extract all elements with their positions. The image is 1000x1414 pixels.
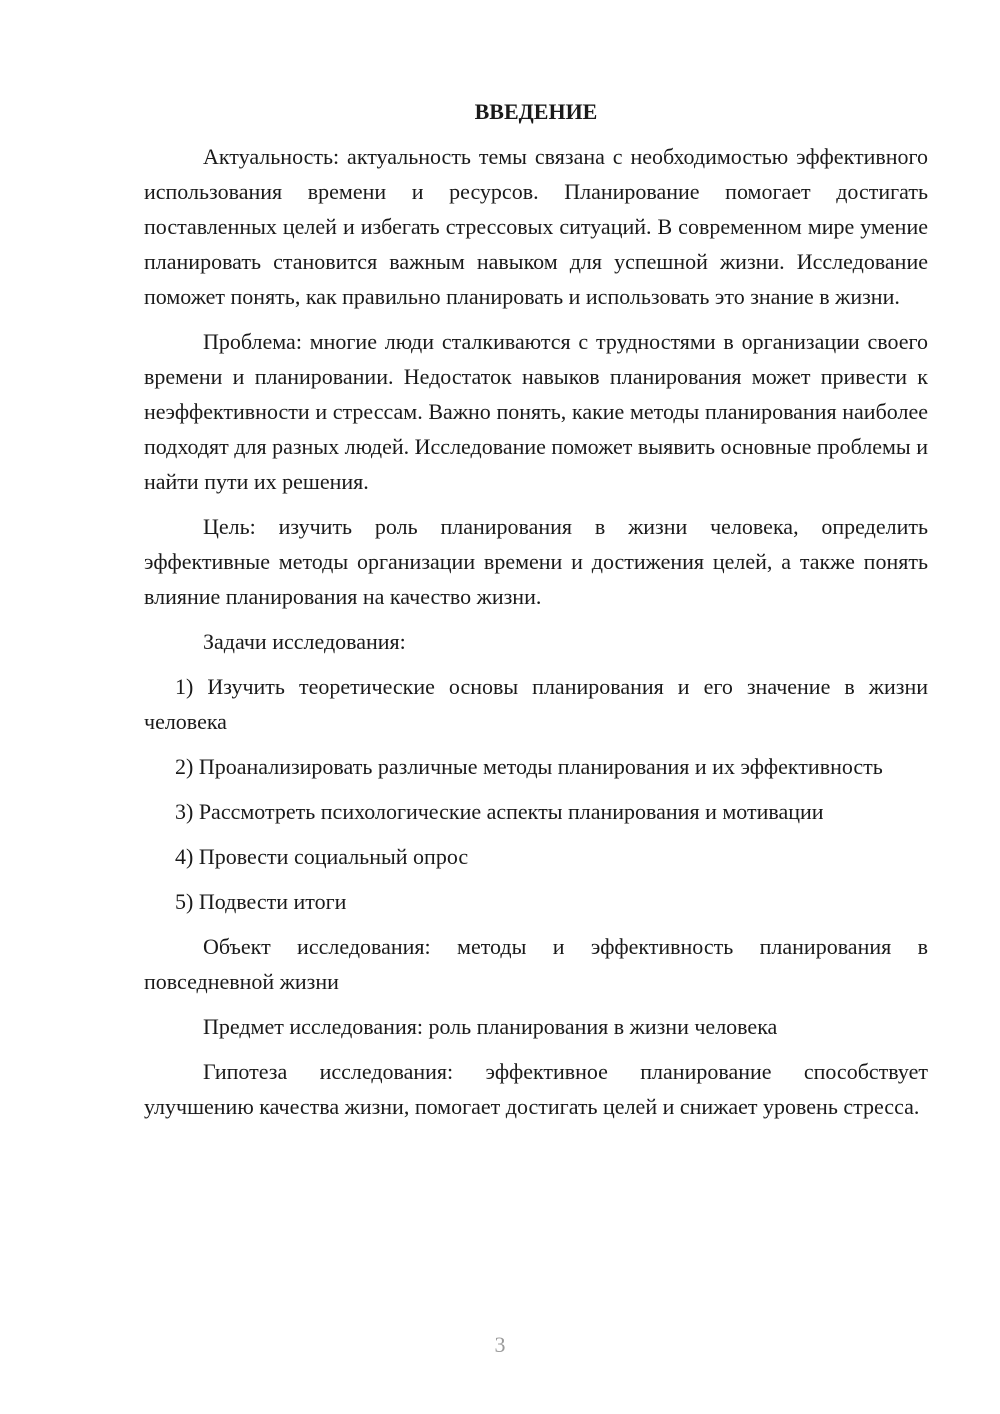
task-item-4: 4) Провести социальный опрос: [175, 844, 469, 869]
paragraph-goal: Цель: изучить роль планирования в жизни человека, определить эффективные методы организации времени и достижения целей, а также понять влияние планирования на качество жизни.: [144, 514, 928, 609]
paragraph-hypothesis: Гипотеза исследования: эффективное планирование способствует улучшению качества жизни, помогает достигать целей и снижает уровень стресса.: [144, 1059, 928, 1119]
task-item-2: 2) Проанализировать различные методы планирования и их эффективность: [175, 754, 883, 779]
paragraph-tasks-heading: Задачи исследования:: [203, 629, 406, 654]
paragraph-object: Объект исследования: методы и эффективность планирования в повседневной жизни: [144, 934, 928, 994]
document-body: [144, 94, 928, 1134]
paragraph-problem: Проблема: многие люди сталкиваются с трудностями в организации своего времени и планировании. Недостаток навыков планирования может привести к неэффективности и стрессам. Важно понять, какие методы планирования наиболее подходят для разных людей. Исследование поможет выявить основные проблемы и найти пути их решения.: [144, 329, 928, 494]
paragraph-relevance: Актуальность: актуальность темы связана с необходимостью эффективного использования времени и ресурсов. Планирование помогает достигать поставленных целей и избегать стрессовых ситуаций. В современном мире умение планировать становится важным навыком для успешной жизни. Исследование поможет понять, как правильно планировать и использовать это знание в жизни.: [144, 144, 928, 309]
task-item-3: 3) Рассмотреть психологические аспекты планирования и мотивации: [175, 799, 824, 824]
task-item-1: 1) Изучить теоретические основы планирования и его значение в жизни человека: [144, 674, 928, 734]
section-title: ВВЕДЕНИЕ: [474, 99, 598, 124]
paragraph-subject: Предмет исследования: роль планирования в жизни человека: [203, 1014, 778, 1039]
page-number: 3: [494, 1332, 506, 1357]
task-item-5: 5) Подвести итоги: [175, 889, 347, 914]
